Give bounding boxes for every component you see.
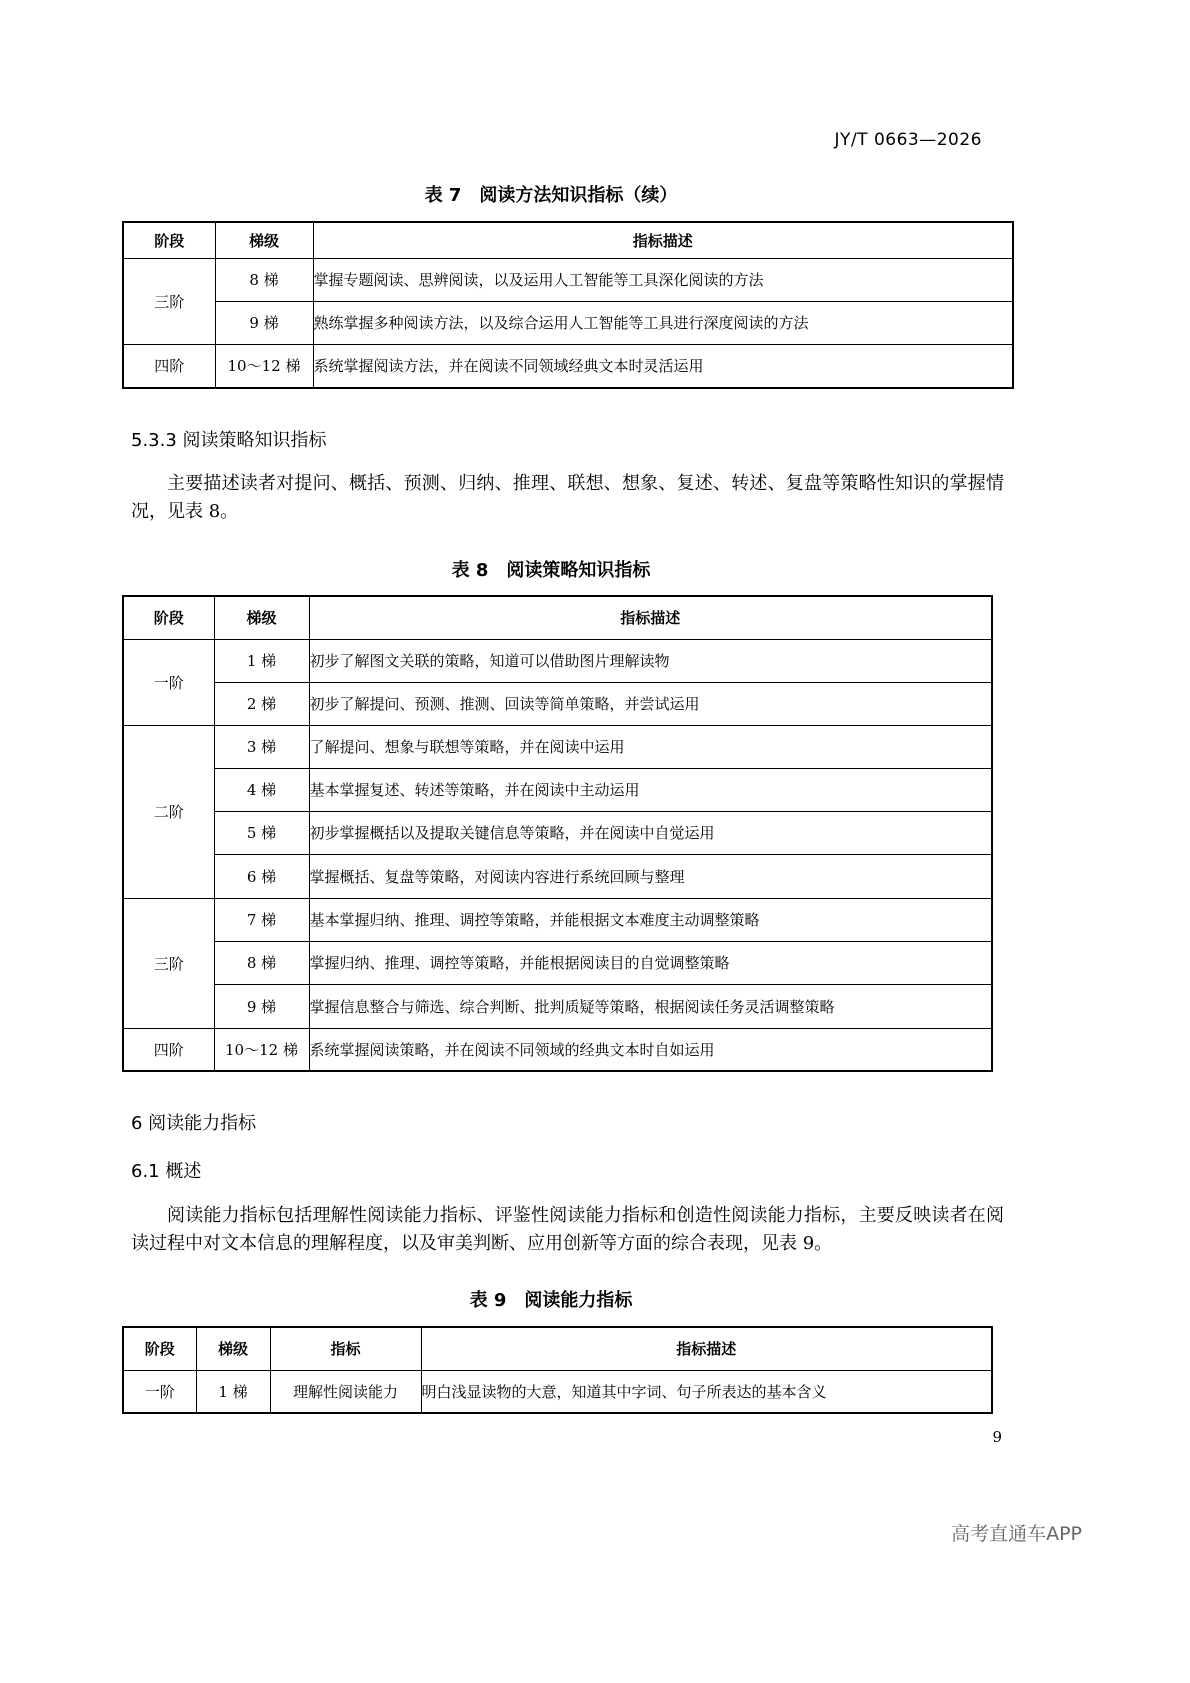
desc-cell: 掌握专题阅读、思辨阅读，以及运用人工智能等工具深化阅读的方法 <box>313 258 1013 301</box>
table7-caption: 表 7 阅读方法知识指标（续） <box>424 185 678 206</box>
section-6-1-heading: 6.1 概述 <box>131 1161 202 1182</box>
desc-cell: 掌握归纳、推理、调控等策略，并能根据阅读目的自觉调整策略 <box>309 941 992 984</box>
level-cell: 1 梯 <box>196 1370 270 1413</box>
table-row <box>123 682 992 725</box>
desc-cell: 初步掌握概括以及提取关键信息等策略，并在阅读中自觉运用 <box>309 811 992 854</box>
table7-header-row <box>123 222 1013 258</box>
desc-cell: 熟练掌握多种阅读方法，以及综合运用人工智能等工具进行深度阅读的方法 <box>313 301 1013 344</box>
stage-cell: 二阶 <box>123 725 214 898</box>
table8-header-level: 梯级 <box>214 596 309 639</box>
table9-caption: 表 9 阅读能力指标 <box>469 1290 633 1311</box>
table-row <box>123 768 992 811</box>
section-5-3-3-heading: 5.3.3 阅读策略知识指标 <box>131 430 327 451</box>
level-cell: 10～12 梯 <box>215 344 313 388</box>
table-row <box>123 258 1013 301</box>
table9-header-stage: 阶段 <box>123 1327 196 1370</box>
page-number: 9 <box>992 1428 1002 1446</box>
table-row <box>123 639 992 682</box>
level-cell: 2 梯 <box>214 682 309 725</box>
section-5-3-3-paragraph: 主要描述读者对提问、概括、预测、归纳、推理、联想、想象、复述、转述、复盘等策略性知识的掌握情况，见表 8。 <box>131 473 1004 522</box>
stage-cell: 四阶 <box>123 344 215 388</box>
desc-cell: 基本掌握归纳、推理、调控等策略，并能根据文本难度主动调整策略 <box>309 898 992 941</box>
level-cell: 4 梯 <box>214 768 309 811</box>
table-row <box>123 301 1013 344</box>
desc-cell: 掌握概括、复盘等策略，对阅读内容进行系统回顾与整理 <box>309 854 992 898</box>
section-6-heading: 6 阅读能力指标 <box>131 1113 257 1134</box>
table8-header-stage: 阶段 <box>123 596 214 639</box>
table-row <box>123 1370 992 1413</box>
desc-cell: 基本掌握复述、转述等策略，并在阅读中主动运用 <box>309 768 992 811</box>
desc-cell: 初步了解图文关联的策略，知道可以借助图片理解读物 <box>309 639 992 682</box>
level-cell: 7 梯 <box>214 898 309 941</box>
stage-cell: 一阶 <box>123 639 214 725</box>
level-cell: 8 梯 <box>215 258 313 301</box>
stage-cell: 三阶 <box>123 258 215 344</box>
table-row <box>123 898 992 941</box>
table-row <box>123 941 992 984</box>
table-row <box>123 984 992 1028</box>
level-cell: 9 梯 <box>215 301 313 344</box>
table9 <box>122 1326 993 1414</box>
table7-header-level: 梯级 <box>215 222 313 258</box>
table-row <box>123 344 1013 388</box>
table9-header-indicator: 指标 <box>270 1327 421 1370</box>
desc-cell: 初步了解提问、预测、推测、回读等简单策略，并尝试运用 <box>309 682 992 725</box>
indicator-cell: 理解性阅读能力 <box>270 1370 421 1413</box>
table9-header-row <box>123 1327 992 1370</box>
table7 <box>122 221 1014 389</box>
table9-header-desc: 指标描述 <box>421 1327 992 1370</box>
stage-cell: 一阶 <box>123 1370 196 1413</box>
level-cell: 1 梯 <box>214 639 309 682</box>
desc-cell: 明白浅显读物的大意，知道其中字词、句子所表达的基本含义 <box>421 1370 992 1413</box>
table-row <box>123 1028 992 1071</box>
desc-cell: 系统掌握阅读策略，并在阅读不同领域的经典文本时自如运用 <box>309 1028 992 1071</box>
section-6-1-paragraph: 阅读能力指标包括理解性阅读能力指标、评鉴性阅读能力指标和创造性阅读能力指标，主要反映读者在阅读过程中对文本信息的理解程度，以及审美判断、应用创新等方面的综合表现，见表 9。 <box>131 1205 1004 1254</box>
table9-header-level: 梯级 <box>196 1327 270 1370</box>
level-cell: 8 梯 <box>214 941 309 984</box>
stage-cell: 四阶 <box>123 1028 214 1071</box>
level-cell: 3 梯 <box>214 725 309 768</box>
table8-header-row <box>123 596 992 639</box>
table7-header-desc: 指标描述 <box>313 222 1013 258</box>
watermark: 高考直通车APP <box>951 1523 1082 1545</box>
standard-code: JY/T 0663—2026 <box>834 130 982 150</box>
level-cell: 5 梯 <box>214 811 309 854</box>
table-row <box>123 725 992 768</box>
level-cell: 6 梯 <box>214 854 309 898</box>
level-cell: 9 梯 <box>214 984 309 1028</box>
desc-cell: 掌握信息整合与筛选、综合判断、批判质疑等策略，根据阅读任务灵活调整策略 <box>309 984 992 1028</box>
table-row <box>123 811 992 854</box>
level-cell: 10～12 梯 <box>214 1028 309 1071</box>
table-row <box>123 854 992 898</box>
table7-header-stage: 阶段 <box>123 222 215 258</box>
table8 <box>122 595 993 1072</box>
table8-header-desc: 指标描述 <box>309 596 992 639</box>
stage-cell: 三阶 <box>123 898 214 1028</box>
desc-cell: 系统掌握阅读方法，并在阅读不同领域经典文本时灵活运用 <box>313 344 1013 388</box>
desc-cell: 了解提问、想象与联想等策略，并在阅读中运用 <box>309 725 992 768</box>
table8-caption: 表 8 阅读策略知识指标 <box>451 560 651 581</box>
